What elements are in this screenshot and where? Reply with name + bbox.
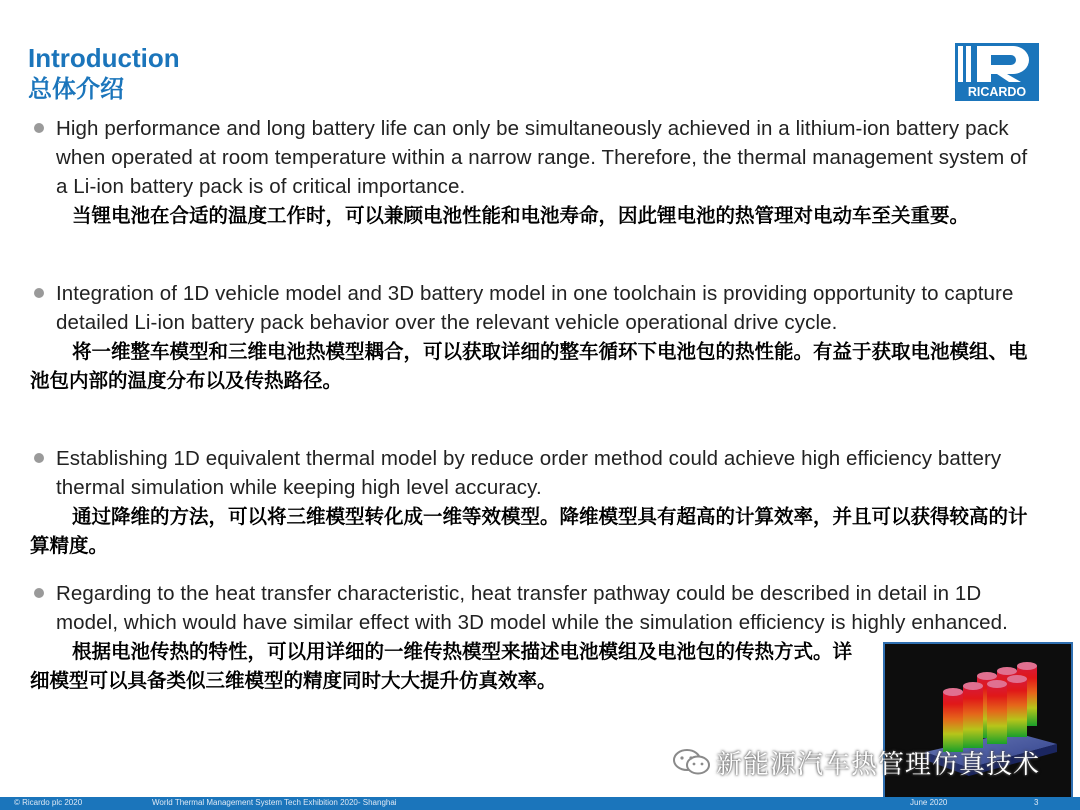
bullet-text-en: Integration of 1D vehicle model and 3D battery model in one toolchain is providing opportunity to capture detailed Li-ion battery pack behavior over the relevant vehicle operational drive cycle. <box>56 282 1014 334</box>
wechat-icon <box>672 747 712 777</box>
bullet-dot-icon <box>34 123 44 133</box>
bullet-text-zh: 根据电池传热的特性，可以用详细的一维传热模型来描述电池模组及电池包的传热方式。详细模型可以具备类似三维模型的精度同时大大提升仿真效率。 <box>30 640 853 692</box>
bullet-text-zh: 通过降维的方法，可以将三维模型转化成一维等效模型。降维模型具有超高的计算效率，并且可以获得较高的计算精度。 <box>30 505 1028 557</box>
bullet-text-zh: 当锂电池在合适的温度工作时，可以兼顾电池性能和电池寿命，因此锂电池的热管理对电动车至关重要。 <box>72 204 970 227</box>
footer-event: World Thermal Management System Tech Exhibition 2020- Shanghai <box>152 798 397 807</box>
bullet-text-en: High performance and long battery life can only be simultaneously achieved in a lithium-ion battery pack when operated at room temperature within a narrow range. Therefore, the thermal management system of a Li-ion battery pack is of critical importance. <box>56 117 1028 198</box>
footer-copyright: © Ricardo plc 2020 <box>14 798 83 807</box>
footer-bar <box>0 797 1080 810</box>
bullet-text-en: Regarding to the heat transfer characteristic, heat transfer pathway could be described in detail in 1D model, which would have similar effect with 3D model while the simulation efficiency is highly enhanced. <box>56 582 1008 634</box>
bullet-item <box>30 444 1040 560</box>
bullet-dot-icon <box>34 588 44 598</box>
bullet-text-zh: 将一维整车模型和三维电池热模型耦合，可以获取详细的整车循环下电池包的热性能。有益于获取电池模组、电池包内部的温度分布以及传热路径。 <box>30 340 1028 392</box>
bullet-dot-icon <box>34 288 44 298</box>
bullet-item <box>30 279 1040 395</box>
ricardo-logo <box>955 43 1039 101</box>
page-title <box>28 42 180 104</box>
wechat-watermark <box>672 745 1040 779</box>
bullet-item <box>30 114 1040 230</box>
watermark-text: 新能源汽车热管理仿真技术 <box>716 749 1041 780</box>
bullet-text-en: Establishing 1D equivalent thermal model by reduce order method could achieve high efficiency battery thermal simulation while keeping high level accuracy. <box>56 447 1002 499</box>
footer-page-number: 3 <box>1034 798 1039 807</box>
logo-wordmark: RICARDO <box>967 85 1027 99</box>
footer-date: June 2020 <box>910 798 948 807</box>
title-chinese: 总体介绍 <box>28 75 124 103</box>
title-english: Introduction <box>28 43 180 73</box>
bullet-dot-icon <box>34 453 44 463</box>
